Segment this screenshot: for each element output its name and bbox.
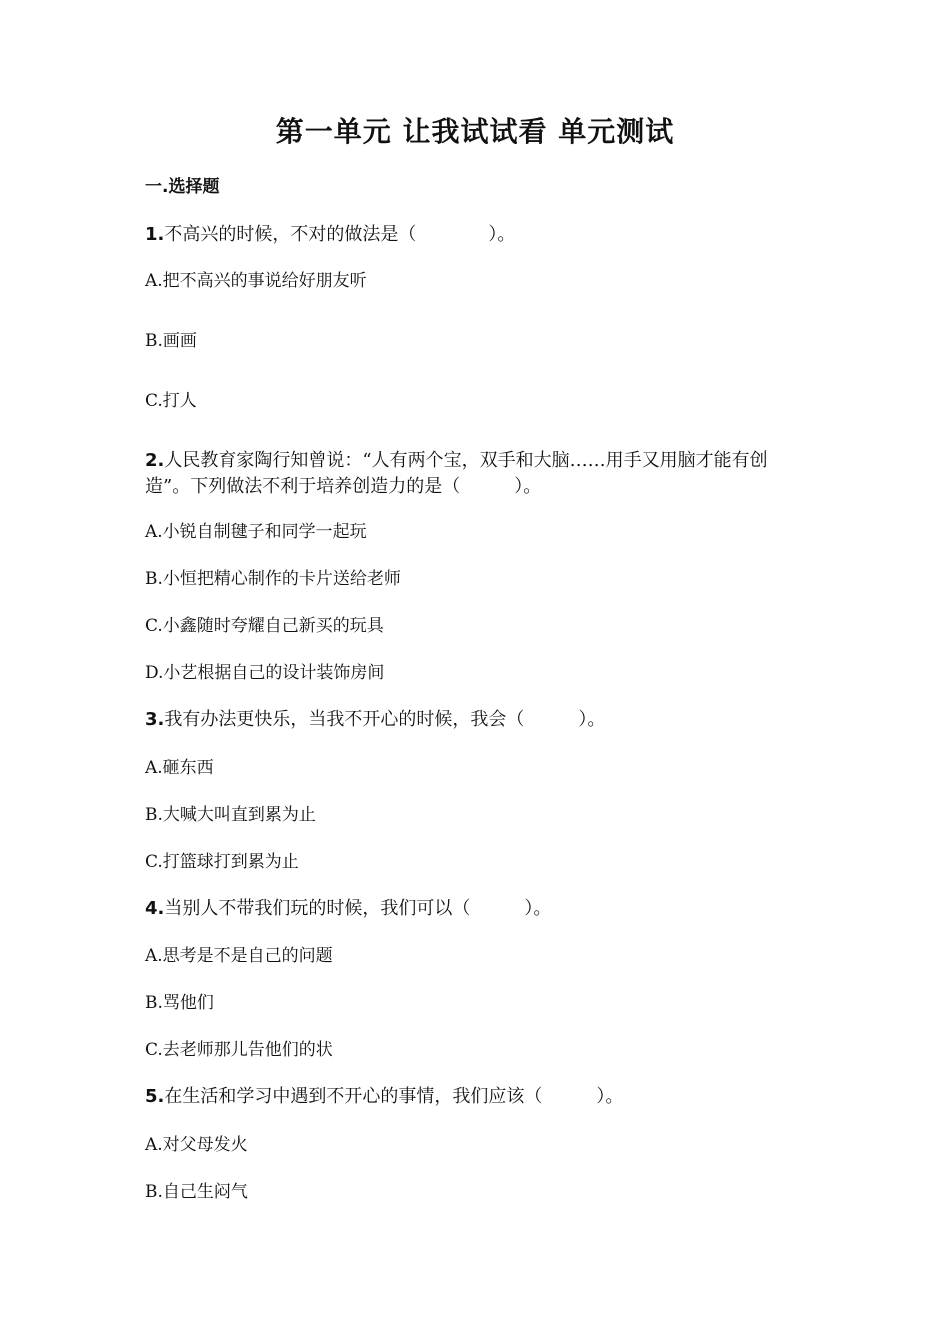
question-5 [145, 1084, 805, 1110]
option-2b: B.小恒把精心制作的卡片送给老师 [145, 569, 401, 589]
question-text: 不高兴的时候，不对的做法是（ ）。 [164, 224, 516, 245]
question-number: 5. [145, 1086, 165, 1107]
question-text: 我有办法更快乐，当我不开心的时候，我会（ ）。 [164, 709, 606, 730]
option-4c: C.去老师那儿告他们的状 [145, 1040, 333, 1060]
option-1c: C.打人 [145, 391, 197, 411]
section-heading: 一.选择题 [145, 177, 220, 197]
question-number: 3. [145, 709, 165, 730]
option-5a: A.对父母发火 [145, 1135, 248, 1155]
question-number: 1. [145, 224, 165, 245]
option-1a: A.把不高兴的事说给好朋友听 [145, 271, 367, 291]
question-text: 当别人不带我们玩的时候，我们可以（ ）。 [164, 898, 552, 919]
question-number: 4. [145, 898, 165, 919]
question-text: 人民教育家陶行知曾说：“人有两个宝，双手和大脑……用手又用脑才能有创造”。下列做法不利于培养创造力的是（ ）。 [145, 450, 768, 497]
option-2a: A.小锐自制毽子和同学一起玩 [145, 522, 367, 542]
question-number: 2. [145, 450, 165, 471]
question-text: 在生活和学习中遇到不开心的事情，我们应该（ ）。 [164, 1086, 624, 1107]
question-1 [145, 222, 805, 248]
question-3 [145, 707, 805, 733]
option-4b: B.骂他们 [145, 993, 214, 1013]
question-4 [145, 896, 805, 922]
option-3c: C.打篮球打到累为止 [145, 852, 299, 872]
page-title: 第一单元 让我试试看 单元测试 [275, 115, 675, 148]
option-3b: B.大喊大叫直到累为止 [145, 805, 316, 825]
option-5b: B.自己生闷气 [145, 1182, 248, 1202]
option-1b: B.画画 [145, 331, 197, 351]
option-2d: D.小艺根据自己的设计装饰房间 [145, 663, 385, 683]
option-2c: C.小鑫随时夸耀自己新买的玩具 [145, 616, 384, 636]
option-3a: A.砸东西 [145, 758, 214, 778]
question-2 [145, 448, 805, 500]
option-4a: A.思考是不是自己的问题 [145, 946, 333, 966]
